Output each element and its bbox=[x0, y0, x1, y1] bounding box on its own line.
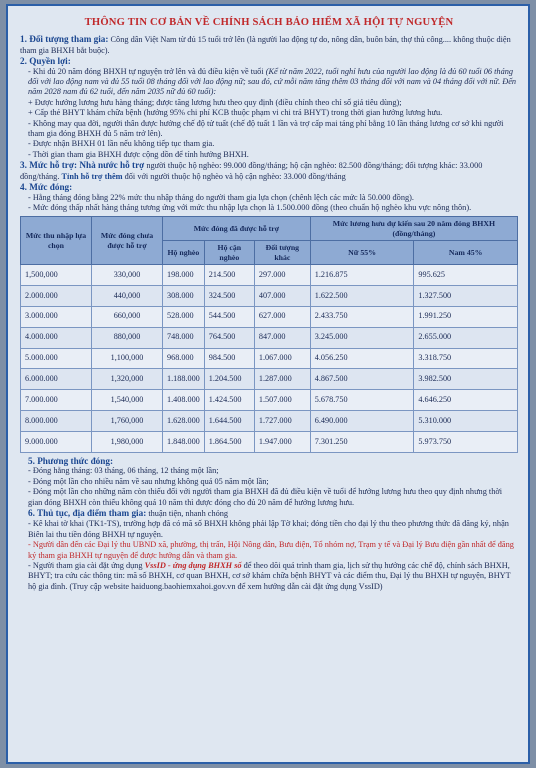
table-cell: 308.000 bbox=[163, 285, 205, 306]
section-2-item-6: - Thời gian tham gia BHXH được cộng dồn để tính hưởng BHXH. bbox=[28, 149, 249, 159]
table-cell: 1.204.500 bbox=[204, 369, 254, 390]
section-6-heading: 6. Thủ tục, địa điểm tham gia: bbox=[28, 507, 147, 518]
section-3-text-1: người thuộc hộ nghèo: 99.000 đồng/tháng; hộ cận nghèo: 82.500 đồng/tháng; đối tượng khác: 33.000 đồng/tháng. bbox=[20, 161, 483, 181]
table-row bbox=[21, 306, 518, 327]
section-2-item-1-text: - Khi đủ 20 năm đóng BHXH tự nguyện trở lên và đủ điều kiện về tuổi bbox=[28, 66, 264, 76]
section-6-item-3-text-a: - Người tham gia cài đặt ứng dụng bbox=[28, 561, 145, 571]
section-3 bbox=[20, 160, 518, 182]
section-2-heading: 2. Quyền lợi: bbox=[20, 56, 71, 67]
section-6-item-1: - Kê khai tờ khai (TK1-TS), trường hợp đã có mã số BHXH không phải lập Tờ khai; đóng tiền cho đại lý thu theo phương thức đã đăng ký, nhận Biên lai thu tiền đóng BHXH tự nguyện. bbox=[28, 519, 509, 539]
table-cell: 2.000.000 bbox=[21, 285, 92, 306]
table-row bbox=[21, 348, 518, 369]
table-cell: 3.318.750 bbox=[414, 348, 518, 369]
table-cell: 627.000 bbox=[254, 306, 310, 327]
table-cell: 1.628.000 bbox=[163, 411, 205, 432]
table-row bbox=[21, 369, 518, 390]
table-row bbox=[21, 432, 518, 453]
retirement-age-note: (Kể từ năm 2022, tuổi nghỉ hưu của người lao động là đủ 60 tuổi 06 tháng đối với lao động nam và đủ 55 tuổi 08 tháng đối với lao động nữ; sau đó, cứ mỗi năm tăng thêm 03 tháng đối với nam và 04 tháng đối với nữ. Đến năm 2028 nam đủ 62 tuổi, đến năm 2035 nữ đủ 60 tuổi): bbox=[28, 66, 517, 97]
section-4-item-2: - Mức đóng thấp nhất hàng tháng tương ứng với mức thu nhập lựa chọn là 1.500.000 đồng (theo chuẩn hộ nghèo khu vực nông thôn). bbox=[28, 202, 472, 212]
section-1-heading: 1. Đối tượng tham gia: bbox=[20, 34, 109, 45]
col-male: Nam 45% bbox=[414, 241, 518, 265]
section-1 bbox=[20, 34, 518, 56]
table-cell: 1.848.000 bbox=[163, 432, 205, 453]
col-female: Nữ 55% bbox=[310, 241, 414, 265]
table-cell: 7.000.000 bbox=[21, 390, 92, 411]
section-3-bold: Tỉnh hỗ trợ thêm bbox=[61, 171, 123, 181]
table-cell: 1.727.000 bbox=[254, 411, 310, 432]
table-cell: 4.056.250 bbox=[310, 348, 414, 369]
table-cell: 1,540,000 bbox=[92, 390, 163, 411]
table-cell: 3.245.000 bbox=[310, 327, 414, 348]
table-body bbox=[21, 264, 518, 452]
section-3-text-2: đối với người thuộc hộ nghèo và hộ cận nghèo: 33.000 đồng/tháng bbox=[122, 171, 346, 181]
col-unsupported: Mức đóng chưa được hỗ trợ bbox=[92, 217, 163, 265]
table-cell: 330,000 bbox=[92, 264, 163, 285]
section-6-item-2: - Người dân đến các Đại lý thu UBND xã, phường, thị trấn, Hội Nông dân, Bưu điện, Tổ nhóm nợ, Trạm y tế và Đại lý Bưu điện gần nhất để đăng ký tham gia BHXH tự nguyện để được hướng dẫn và tham gia. bbox=[28, 540, 514, 560]
section-6-heading-rest: thuận tiện, nhanh chóng bbox=[146, 508, 229, 518]
section-2-item-3: + Cấp thẻ BHYT khám chữa bệnh (hưởng 95% chi phí KCB thuộc phạm vi chi trả BHYT) trong thời gian hưởng lương hưu. bbox=[28, 108, 443, 118]
col-income: Mức thu nhập lựa chọn bbox=[21, 217, 92, 265]
table-cell: 880,000 bbox=[92, 327, 163, 348]
col-other: Đối tượng khác bbox=[254, 241, 310, 265]
table-cell: 847.000 bbox=[254, 327, 310, 348]
col-poor: Hộ nghèo bbox=[163, 241, 205, 265]
table-cell: 5.000.000 bbox=[21, 348, 92, 369]
table-cell: 1.644.500 bbox=[204, 411, 254, 432]
section-6-item-3-text-b: để theo dõi quá trình tham gia, lịch sử thụ hưởng các chế độ, chính sách BHXH, BHYT; tra cứu các thông tin: mã số BHXH, cơ quan BHXH, cơ sở khám chữa bệnh BHYT và các điểm thu, Đại lý thu BHXH tự nguyện, BHYT hộ gia đình. (Truy cập website haiduong.baohiemxahoi.gov.vn để xem hướng dẫn cài đặt ứng dụng VssID) bbox=[28, 561, 511, 591]
table-cell: 4.000.000 bbox=[21, 327, 92, 348]
table-cell: 2.655.000 bbox=[414, 327, 518, 348]
table-cell: 2.433.750 bbox=[310, 306, 414, 327]
section-5-heading: 5. Phương thức đóng: bbox=[28, 455, 114, 466]
table-row bbox=[21, 411, 518, 432]
section-2-item-5: - Được nhận BHXH 01 lần nếu không tiếp tục tham gia. bbox=[28, 139, 215, 149]
table-cell: 1.188.000 bbox=[163, 369, 205, 390]
table-cell: 984.500 bbox=[204, 348, 254, 369]
section-1-text: Công dân Việt Nam từ đủ 15 tuổi trở lên (là người lao động tự do, nông dân, buôn bán, thợ thủ công.... không thuộc diện tham gia BHXH bắt buộc). bbox=[20, 35, 511, 55]
table-cell: 1,760,000 bbox=[92, 411, 163, 432]
table-cell: 324.500 bbox=[204, 285, 254, 306]
section-5-item-1: - Đóng hằng tháng: 03 tháng, 06 tháng, 12 tháng một lần; bbox=[28, 466, 219, 476]
table-cell: 1.507.000 bbox=[254, 390, 310, 411]
table-cell: 297.000 bbox=[254, 264, 310, 285]
table-cell: 748.000 bbox=[163, 327, 205, 348]
table-cell: 1,980,000 bbox=[92, 432, 163, 453]
table-cell: 544.500 bbox=[204, 306, 254, 327]
table-cell: 5.310.000 bbox=[414, 411, 518, 432]
table-cell: 198.000 bbox=[163, 264, 205, 285]
page-title: THÔNG TIN CƠ BẢN VỀ CHÍNH SÁCH BẢO HIỂM XÃ HỘI TỰ NGUYỆN bbox=[84, 17, 454, 28]
table-cell: 1,500,000 bbox=[21, 264, 92, 285]
table-cell: 1,320,000 bbox=[92, 369, 163, 390]
section-5-item-2: - Đóng một lần cho nhiều năm về sau nhưng không quá 05 năm một lần; bbox=[28, 476, 269, 486]
table-cell: 1.408.000 bbox=[163, 390, 205, 411]
col-pension-group: Mức lương hưu dự kiến sau 20 năm đóng BHXH (đồng/tháng) bbox=[310, 217, 517, 241]
col-near-poor: Hộ cận nghèo bbox=[204, 241, 254, 265]
table-cell: 1,100,000 bbox=[92, 348, 163, 369]
table-cell: 1.864.500 bbox=[204, 432, 254, 453]
table-cell: 660,000 bbox=[92, 306, 163, 327]
table-cell: 1.216.875 bbox=[310, 264, 414, 285]
section-6 bbox=[20, 508, 518, 519]
table-row bbox=[21, 264, 518, 285]
table-cell: 995.625 bbox=[414, 264, 518, 285]
section-3-heading: 3. Mức hỗ trợ: Nhà nước hỗ trợ bbox=[20, 160, 145, 171]
table-cell: 214.500 bbox=[204, 264, 254, 285]
table-cell: 764.500 bbox=[204, 327, 254, 348]
table-cell: 8.000.000 bbox=[21, 411, 92, 432]
section-4-item-1: - Hằng tháng đóng bằng 22% mức thu nhập tháng do người tham gia lựa chọn (chênh lệch các mức là 50.000 đồng). bbox=[28, 192, 414, 202]
table-cell: 3.000.000 bbox=[21, 306, 92, 327]
section-5-item-3: - Đóng một lần cho những năm còn thiếu đối với người tham gia BHXH đã đủ điều kiện về tuổi để hưởng lương hưu theo quy định nhưng thời gian đóng BHXH còn thiếu không quá 10 năm thì được đóng cho đủ 20 năm để hưởng lương hưu. bbox=[28, 487, 503, 507]
vssid-app-name: VssID - ứng dụng BHXH số bbox=[144, 561, 242, 571]
table-cell: 440,000 bbox=[92, 285, 163, 306]
info-sheet bbox=[6, 4, 530, 764]
table-cell: 7.301.250 bbox=[310, 432, 414, 453]
table-row bbox=[21, 285, 518, 306]
section-2-item-2: + Được hưởng lương hưu hàng tháng; được tăng lương hưu theo quy định (điều chỉnh theo chỉ số giá tiêu dùng); bbox=[28, 97, 402, 107]
section-4-heading: 4. Mức đóng: bbox=[20, 182, 73, 193]
col-supported-group: Mức đóng đã được hỗ trợ bbox=[163, 217, 311, 241]
table-cell: 968.000 bbox=[163, 348, 205, 369]
section-2-item-4: - Không may qua đời, người thân được hưởng chế độ tử tuất (chế độ tuất 1 lần và trợ cấp mai táng phí bằng 10 lần tháng lương cơ sở khi người tham gia đóng BHXH đủ 5 năm trở lên). bbox=[28, 118, 504, 139]
contribution-table bbox=[20, 216, 518, 453]
table-row bbox=[21, 390, 518, 411]
table-cell: 528.000 bbox=[163, 306, 205, 327]
table-cell: 1.287.000 bbox=[254, 369, 310, 390]
table-cell: 4.646.250 bbox=[414, 390, 518, 411]
table-cell: 1.424.500 bbox=[204, 390, 254, 411]
table-cell: 3.982.500 bbox=[414, 369, 518, 390]
table-cell: 5.973.750 bbox=[414, 432, 518, 453]
table-cell: 1.991.250 bbox=[414, 306, 518, 327]
section-2-item-1 bbox=[20, 67, 518, 98]
table-cell: 9.000.000 bbox=[21, 432, 92, 453]
table-cell: 1.947.000 bbox=[254, 432, 310, 453]
table-cell: 1.067.000 bbox=[254, 348, 310, 369]
table-cell: 6.000.000 bbox=[21, 369, 92, 390]
table-cell: 5.678.750 bbox=[310, 390, 414, 411]
table-cell: 407.000 bbox=[254, 285, 310, 306]
table-cell: 1.622.500 bbox=[310, 285, 414, 306]
table-cell: 1.327.500 bbox=[414, 285, 518, 306]
table-cell: 4.867.500 bbox=[310, 369, 414, 390]
table-row bbox=[21, 327, 518, 348]
table-cell: 6.490.000 bbox=[310, 411, 414, 432]
section-6-item-3 bbox=[20, 561, 518, 592]
